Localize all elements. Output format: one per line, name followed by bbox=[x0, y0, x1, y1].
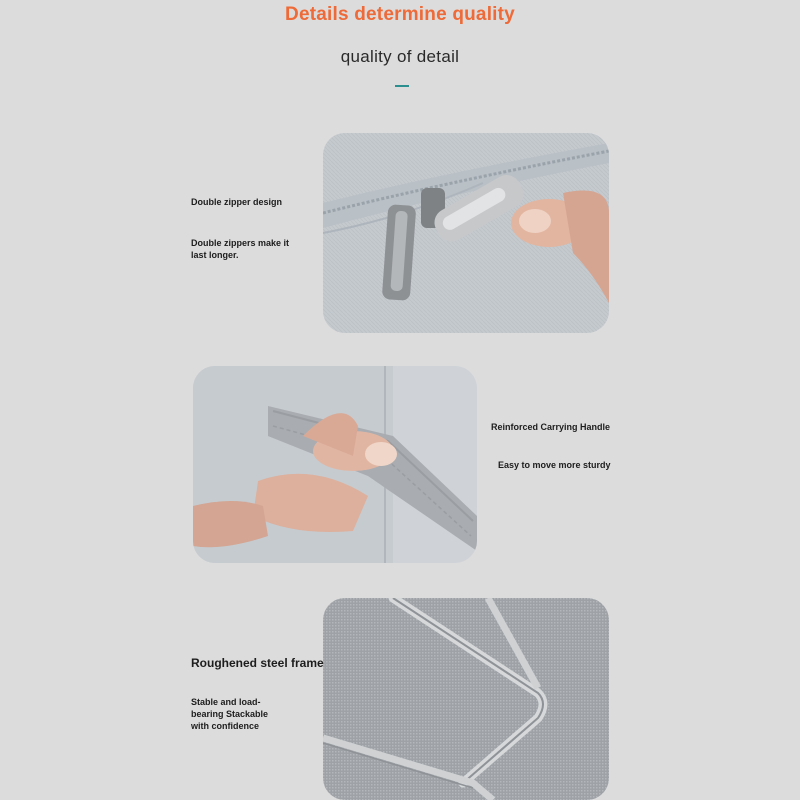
title-accent-line bbox=[395, 85, 409, 87]
zipper-feature-heading: Double zipper design bbox=[191, 197, 283, 207]
handle-feature-description: Easy to move more sturdy bbox=[498, 460, 611, 470]
zipper-photo bbox=[323, 133, 609, 333]
zipper-feature-description: Double zippers make it last longer. bbox=[191, 238, 290, 260]
steel-frame-photo bbox=[323, 598, 609, 800]
handle-photo bbox=[193, 366, 477, 563]
handle-feature-heading: Reinforced Carrying Handle bbox=[491, 422, 611, 432]
page-title: Details determine quality bbox=[285, 4, 515, 25]
frame-feature-heading: Roughened steel frame bbox=[191, 656, 324, 670]
frame-feature-description: Stable and load-bearing Stackable with confidence bbox=[191, 697, 269, 731]
page-subtitle: quality of detail bbox=[340, 47, 460, 66]
